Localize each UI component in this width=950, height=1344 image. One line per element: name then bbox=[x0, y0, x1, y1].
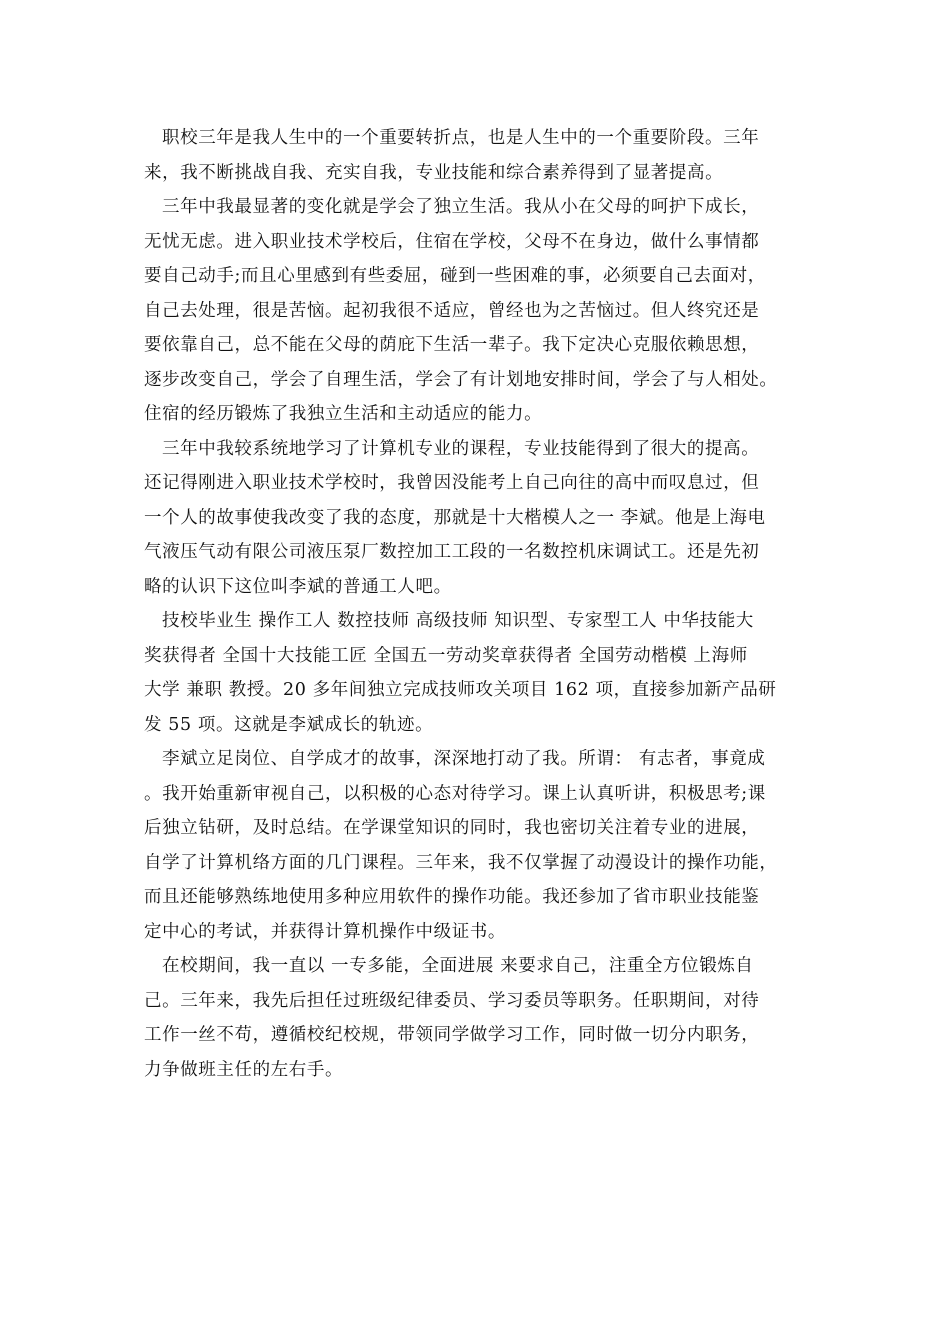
text-line: 定中心的考试，并获得计算机操作中级证书。 bbox=[144, 921, 506, 942]
paragraph bbox=[144, 949, 808, 1087]
text-line: 来，我不断挑战自我、充实自我，专业技能和综合素养得到了显著提高。 bbox=[144, 162, 724, 183]
paragraph bbox=[144, 190, 808, 432]
text-line: 自己去处理，很是苦恼。起初我很不适应，曾经也为之苦恼过。但人终究还是 bbox=[144, 300, 760, 321]
text-line: 而且还能够熟练地使用多种应用软件的操作功能。我还参加了省市职业技能鉴 bbox=[144, 887, 760, 907]
text-line: 要依靠自己，总不能在父母的荫庇下生活一辈子。我下定决心克服依赖思想， bbox=[144, 335, 760, 355]
text-line: 要自己动手;而且心里感到有些委屈，碰到一些困难的事，必须要自己去面对， bbox=[144, 266, 766, 286]
text-line: 发 55 项。这就是李斌成长的轨迹。 bbox=[144, 714, 434, 735]
text-line: 三年中我最显著的变化就是学会了独立生活。我从小在父母的呵护下成长， bbox=[162, 197, 760, 217]
text-line: 无忧无虑。进入职业技术学校后，住宿在学校，父母不在身边，做什么事情都 bbox=[144, 231, 760, 252]
paragraph bbox=[144, 121, 808, 190]
text-line: 大学 兼职 教授。20 多年间独立完成技师攻关项目 162 项，直接参加新产品研 bbox=[144, 680, 777, 700]
text-line: 在校期间，我一直以 一专多能，全面进展 来要求自己，注重全方位锻炼自 bbox=[162, 956, 754, 976]
text-line: 逐步改变自己，学会了自理生活，学会了有计划地安排时间，学会了与人相处。 bbox=[144, 369, 778, 390]
paragraph bbox=[144, 742, 808, 949]
paragraph bbox=[144, 432, 808, 605]
text-line: 。我开始重新审视自己，以积极的心态对待学习。课上认真听讲，积极思考;课 bbox=[144, 783, 766, 804]
text-line: 略的认识下这位叫李斌的普通工人吧。 bbox=[144, 576, 452, 597]
text-line: 自学了计算机络方面的几门课程。三年来，我不仅掌握了动漫设计的操作功能， bbox=[144, 852, 778, 873]
text-line: 己。三年来，我先后担任过班级纪律委员、学习委员等职务。任职期间，对待 bbox=[144, 990, 760, 1011]
document-body bbox=[144, 121, 808, 1087]
text-line: 一个人的故事使我改变了我的态度，那就是十大楷模人之一 李斌。他是上海电 bbox=[144, 507, 766, 528]
text-line: 工作一丝不苟，遵循校纪校规，带领同学做学习工作，同时做一切分内职务， bbox=[144, 1025, 760, 1045]
text-line: 奖获得者 全国十大技能工匠 全国五一劳动奖章获得者 全国劳动楷模 上海师 bbox=[144, 645, 748, 666]
text-line: 后独立钻研，及时总结。在学课堂知识的同时，我也密切关注着专业的进展， bbox=[144, 818, 760, 838]
text-line: 力争做班主任的左右手。 bbox=[144, 1059, 344, 1080]
text-line: 气液压气动有限公司液压泵厂数控加工工段的一名数控机床调试工。还是先初 bbox=[144, 542, 760, 562]
text-line: 技校毕业生 操作工人 数控技师 高级技师 知识型、专家型工人 中华技能大 bbox=[162, 611, 754, 631]
text-line: 职校三年是我人生中的一个重要转折点，也是人生中的一个重要阶段。三年 bbox=[162, 128, 760, 148]
paragraph bbox=[144, 604, 808, 742]
text-line: 住宿的经历锻炼了我独立生活和主动适应的能力。 bbox=[144, 404, 543, 424]
text-line: 李斌立足岗位、自学成才的故事，深深地打动了我。所谓： 有志者，事竟成 bbox=[162, 749, 766, 769]
text-line: 还记得刚进入职业技术学校时，我曾因没能考上自己向往的高中而叹息过，但 bbox=[144, 473, 760, 493]
text-line: 三年中我较系统地学习了计算机专业的课程，专业技能得到了很大的提高。 bbox=[162, 438, 760, 459]
